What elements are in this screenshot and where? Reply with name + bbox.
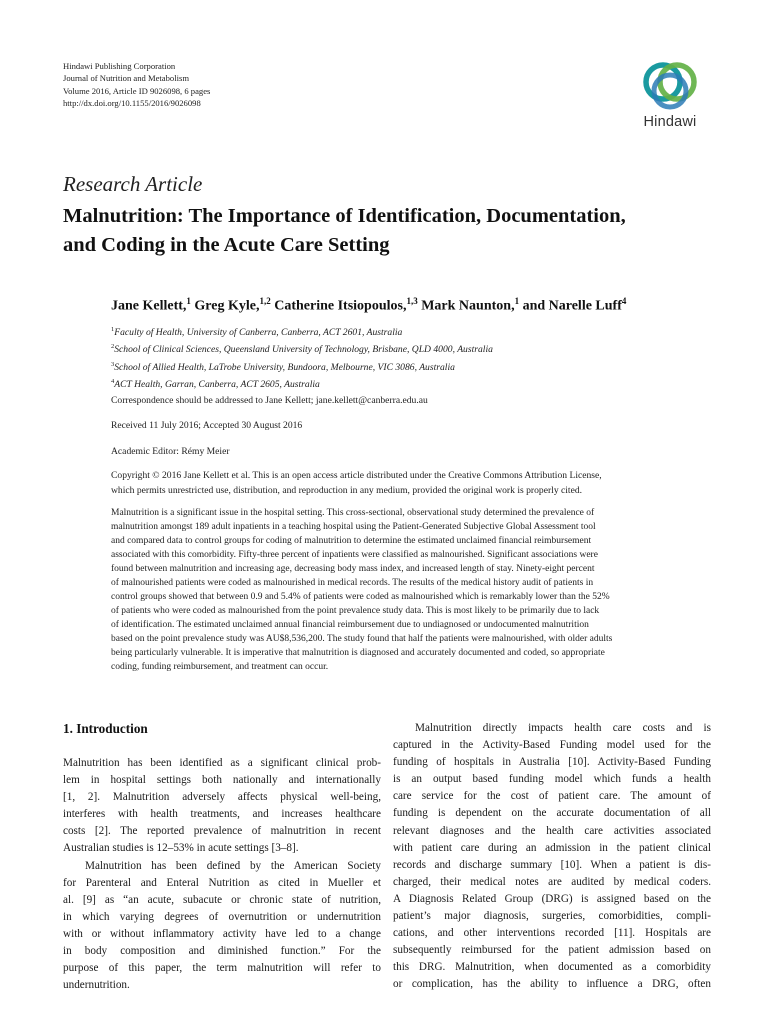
text-line: charged, their medical notes are audited by medical coders. (393, 875, 711, 888)
hindawi-logo (630, 58, 710, 138)
author-name: Catherine Itsiopoulos, (270, 298, 407, 314)
text-line: Malnutrition directly impacts health care costs and is (415, 722, 711, 734)
paragraph-right (393, 720, 711, 994)
text-line: in body composition and diminished function.” For the (63, 945, 381, 958)
text-line: A Diagnosis Related Group (DRG) is assigned based on the (393, 892, 711, 905)
text-line: funding is dependent on the accurate documentation of all (393, 807, 711, 820)
text-line: in which varying degrees of overnutrition or undernutrition (63, 910, 381, 923)
section-heading: 1. Introduction (63, 721, 148, 736)
text-line: Australian studies is 12–53% in acute settings [3–8]. (63, 842, 299, 855)
text-line: costs [2]. The reported prevalence of malnutrition in recent (63, 825, 381, 838)
correspondence: Correspondence should be addressed to Jane Kellett; jane.kellett@canberra.edu.au (111, 395, 428, 406)
text-line: Malnutrition has been identified as a significant clinical prob- (63, 757, 381, 769)
text-line: patient’s major diagnosis, surgeries, comorbidities, compli- (393, 910, 711, 923)
publisher: Hindawi Publishing Corporation (63, 61, 176, 71)
article-type: Research Article (63, 172, 203, 196)
text-line: captured in the Activity-Based Funding model used for the (393, 739, 711, 752)
affiliation: $^3$School of Allied Health, LaTrobe University, Bundoora, Melbourne, VIC 3086, Australia (111, 360, 455, 374)
text-line: funding of hospitals in Australia [10]. Activity-Based Funding (393, 756, 711, 769)
author-name: Jane Kellett, (111, 298, 187, 314)
text-line: this DRG. Malnutrition, when documented as a comorbidity (393, 961, 711, 974)
text-line: interferes with health treatments, and increases healthcare (63, 808, 381, 821)
text-line: cations, and other interventions recorded [11]. Hospitals are (393, 927, 711, 940)
text-line: undernutrition. (63, 979, 130, 992)
text-line: with patient care during an admission in the patient clinical (393, 841, 711, 854)
copyright-notice: Copyright © 2016 Jane Kellett et al. This is an open access article distributed under the Creative Commons Attribution License, which permits unrestricted use, distribution, and reproduction in any medium, provided the original work is properly cited. (111, 470, 602, 496)
affiliations (111, 323, 493, 393)
author-name: and Narelle Luff (519, 298, 622, 314)
text-line: [1, 2]. Malnutrition adversely affects physical well-being, (63, 791, 381, 804)
text-line: lem in hospital settings both nationally and internationally (63, 774, 381, 787)
author-list (111, 296, 626, 315)
affiliation: $^4$ACT Health, Garran, Canberra, ACT 2605, Australia (111, 378, 320, 391)
paragraph-left (63, 755, 381, 994)
text-line: care service for the cost of patient care. The amount of (393, 790, 711, 803)
volume-info: Volume 2016, Article ID 9026098, 6 pages (63, 85, 211, 96)
text-line: for Parenteral and Enteral Nutrition as cited in Mueller et (63, 876, 381, 889)
text-line: Malnutrition has been defined by the American Society (85, 859, 381, 872)
abstract: Malnutrition is a significant issue in the hospital setting. This cross-sectional, observational study determined the prevalence of malnutrition amongst 189 adult inpatients in a teaching hospital using the Patient-Generated Subjective Global Assessment tool and compared data to control groups for coding of malnutrition to determine the estimated unclaimed financial reimbursement associated with this comorbidity. Fifty-three percent of inpatients were classified as malnourished. Significant associations were found between malnutrition and increasing age, decreasing body mass index, and increased length of stay. Ninety-eight percent of malnourished patients were coded as malnourished in medical records. The results of the medical history audit of patients in control groups showed that between 0.9 and 5.4% of patients were coded as malnourished which is remarkably lower than the 52% of patients who were coded as malnourished from the point prevalence study data. This is most likely to be primarily due to lack of identification. The estimated unclaimed annual financial reimbursement due to undiagnosed or undocumented malnutrition based on the point prevalence study was AU$8,536,200. The study found that half the patients were malnourished, with older adults being particularly vulnerable. It is imperative that malnutrition is diagnosed and accurately documented and coded, so appropriate coding, funding reimbursement, and treatment can occur. (111, 508, 613, 672)
text-line: is an output based funding model which funds a health (393, 773, 711, 786)
title-line: Malnutrition: The Importance of Identification, Documentation, (63, 205, 626, 227)
journal-header (63, 60, 210, 110)
body-column-right (393, 720, 711, 994)
affiliation: $^2$School of Clinical Sciences, Queensland University of Technology, Brisbane, QLD 4000, Australia (111, 343, 493, 356)
academic-editor: Academic Editor: Rémy Meier (111, 446, 230, 457)
article-title (63, 202, 723, 260)
author-affil-ref: 1 (186, 296, 191, 306)
author-name: Greg Kyle, (190, 298, 260, 314)
text-line: subsequently reimbursed for the patient admission based on (393, 944, 711, 957)
text-line: or complication, has the ability to influence a DRG, often (393, 978, 711, 991)
title-line: and Coding in the Acute Care Setting (63, 234, 390, 256)
affiliation: $^1$Faculty of Health, University of Canberra, Canberra, ACT 2601, Australia (111, 326, 403, 339)
author-name: Mark Naunton, (417, 298, 515, 314)
received-accepted-dates: Received 11 July 2016; Accepted 30 August 2016 (111, 420, 303, 431)
text-line: purpose of this paper, the term malnutrition will refer to (63, 962, 381, 975)
journal-name: Journal of Nutrition and Metabolism (63, 73, 190, 84)
logo-wordmark: Hindawi (643, 114, 697, 130)
text-line: records and discharge summary [10]. When a patient is dis- (393, 858, 711, 871)
author-affil-ref: 1,2 (259, 296, 271, 306)
text-line: relevant diagnoses and the health care activities associated (393, 824, 711, 837)
hindawi-logo-icon (630, 58, 710, 116)
author-affil-ref: 1,3 (406, 296, 418, 306)
body-column-left (63, 720, 381, 994)
text-line: al. [9] as “an acute, subacute or chronic state of nutrition, (63, 893, 381, 906)
author-affil-ref: 1 (514, 296, 520, 306)
text-line: with or without inflammatory activity have led to a change (63, 927, 381, 940)
doi-link[interactable]: http://dx.doi.org/10.1155/2016/9026098 (63, 98, 201, 109)
author-affil-ref: 4 (621, 296, 627, 306)
